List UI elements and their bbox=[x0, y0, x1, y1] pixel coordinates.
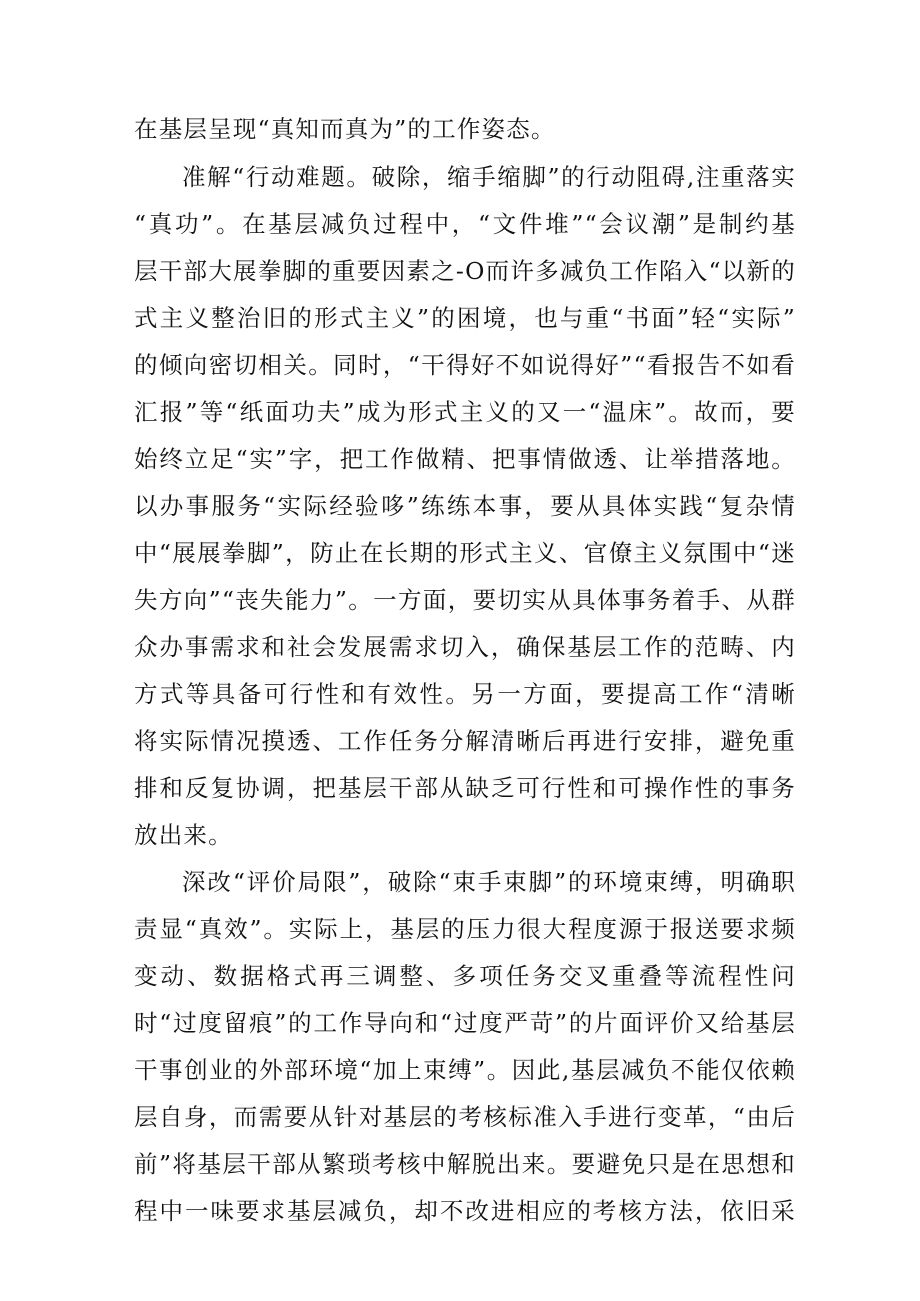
text-line: 变动、数据格式再三调整、多项任务交叉重叠等流程性问 bbox=[134, 962, 796, 990]
text-line: 方式等具备可行性和有效性。另一方面，要提高工作“清晰 bbox=[134, 680, 796, 708]
text-line: 在基层呈现“真知而真为”的工作姿态。 bbox=[134, 115, 556, 143]
text-line: 责显“真效”。实际上，基层的压力很大程度源于报送要求频 bbox=[134, 915, 796, 943]
paragraph-first-line: 深改“评价局限”，破除“束手束脚”的环境束缚，明确职 bbox=[182, 868, 796, 896]
text-line: 以办事服务“实际经验哆”练练本事，要从具体实践“复杂情 bbox=[134, 492, 796, 520]
text-line: 的倾向密切相关。同时，“干得好不如说得好”“看报告不如看 bbox=[134, 351, 796, 379]
text-line: 程中一味要求基层减负，却不改进相应的考核方法，依旧采 bbox=[134, 1197, 796, 1225]
text-line: 将实际情况摸透、工作任务分解清晰后再进行安排，避免重 bbox=[134, 727, 796, 755]
text-line: 汇报”等“纸面功夫”成为形式主义的又一“温床”。故而，要 bbox=[134, 398, 796, 426]
text-line: 前”将基层干部从繁琐考核中解脱出来。要避免只是在思想和 bbox=[134, 1150, 796, 1178]
text-line: 排和反复协调，把基层干部从缺乏可行性和可操作性的事务 bbox=[134, 774, 796, 802]
text-line: 始终立足“实”字，把工作做精、把事情做透、让举措落地。 bbox=[134, 445, 796, 473]
paragraph-first-line: 准解“行动难题。破除，缩手缩脚”的行动阻碍,注重落实 bbox=[182, 163, 796, 191]
text-line: 失方向”“丧失能力”。一方面，要切实从具体事务着手、从群 bbox=[134, 586, 796, 614]
text-line: 式主义整治旧的形式主义”的困境，也与重“书面”轻“实际” bbox=[134, 304, 796, 332]
text-line: 众办事需求和社会发展需求切入，确保基层工作的范畴、内 bbox=[134, 633, 796, 661]
text-line: 层干部大展拳脚的重要因素之-O而许多减负工作陷入“以新的 bbox=[134, 257, 796, 285]
text-line: 干事创业的外部环境“加上束缚”。因此,基层减负不能仅依赖 bbox=[134, 1056, 796, 1084]
text-line: 中“展展拳脚”，防止在长期的形式主义、官僚主义氛围中“迷 bbox=[134, 539, 796, 567]
text-line: 放出来。 bbox=[134, 821, 233, 849]
text-line: 层自身，而需要从针对基层的考核标准入手进行变革，“由后 bbox=[134, 1103, 796, 1131]
text-line: 时“过度留痕”的工作导向和“过度严苛”的片面评价又给基层 bbox=[134, 1009, 796, 1037]
text-line: “真功”。在基层减负过程中，“文件堆”“会议潮”是制约基 bbox=[134, 210, 796, 238]
